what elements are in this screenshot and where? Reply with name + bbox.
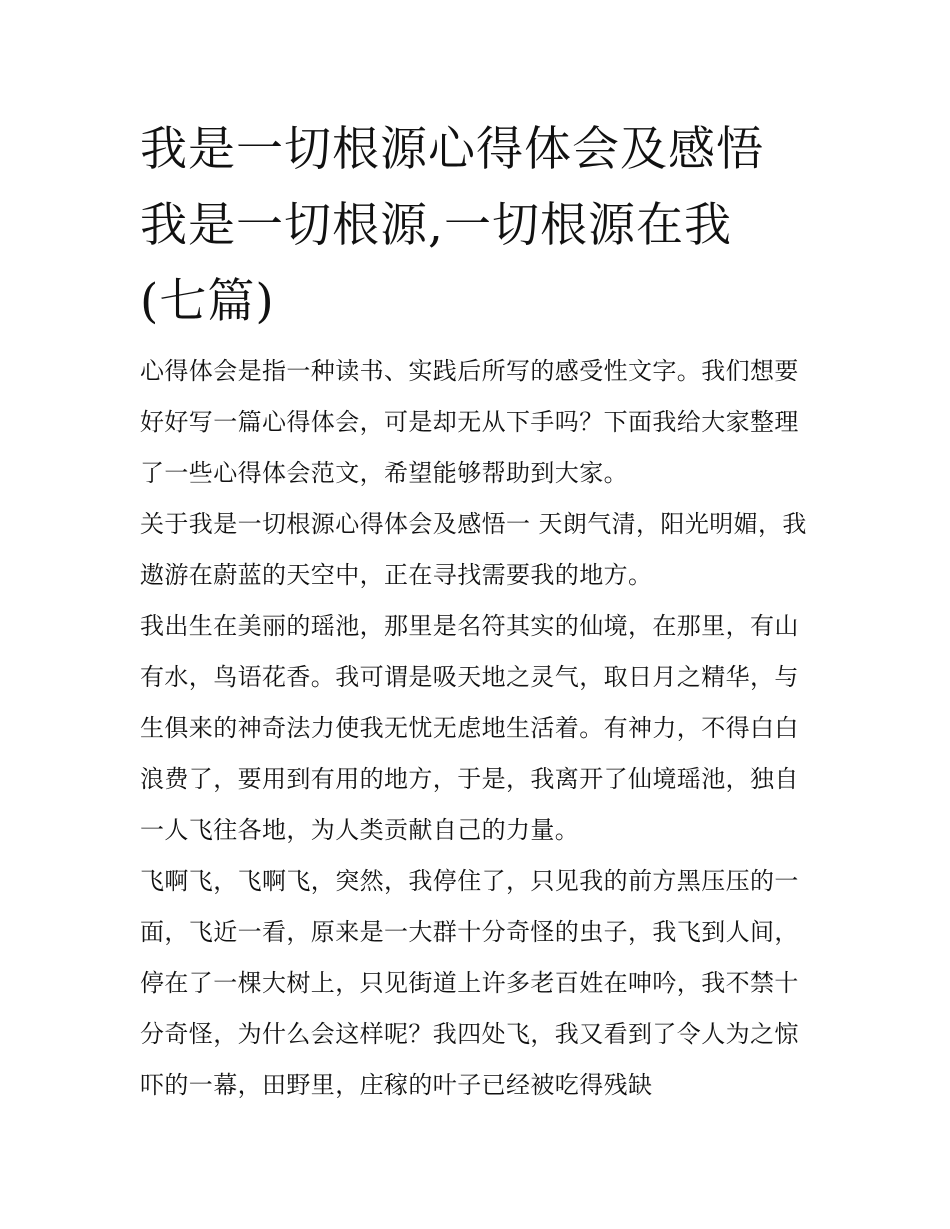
body-paragraph: 飞啊飞，飞啊飞，突然，我停住了，只见我的前方黑压压的一面，飞近一看，原来是一大群十分奇怪的虫子，我飞到人间，停在了一棵大树上，只见街道上许多老百姓在呻吟，我不禁十分奇怪，为什么会这样呢？我四处飞，我又看到了令人为之惊吓的一幕，田野里，庄稼的叶子已经被吃得残缺 <box>140 867 799 1099</box>
title-line-1: 我是一切根源心得体会及感悟 <box>140 122 764 177</box>
document-title <box>140 112 820 340</box>
title-line-3: (七篇) <box>140 274 275 329</box>
document-content <box>140 112 820 1111</box>
body-paragraph: 我出生在美丽的瑶池，那里是名符其实的仙境，在那里，有山有水，鸟语花香。我可谓是吸天地之灵气，取日月之精华，与生俱来的神奇法力使我无忧无虑地生活着。有神力，不得白白浪费了，要用到有用的地方，于是，我离开了仙境瑶池，独自一人飞往各地，为人类贡献自己的力量。 <box>140 612 799 844</box>
essay-opening-paragraph: 关于我是一切根源心得体会及感悟一 天朗气清，阳光明媚，我遨游在蔚蓝的天空中，正在寻找需要我的地方。 <box>140 510 807 589</box>
title-line-2: 我是一切根源,一切根源在我 <box>140 198 732 253</box>
intro-paragraph: 心得体会是指一种读书、实践后所写的感受性文字。我们想要好好写一篇心得体会，可是却无从下手吗？下面我给大家整理了一些心得体会范文，希望能够帮助到大家。 <box>140 357 799 487</box>
